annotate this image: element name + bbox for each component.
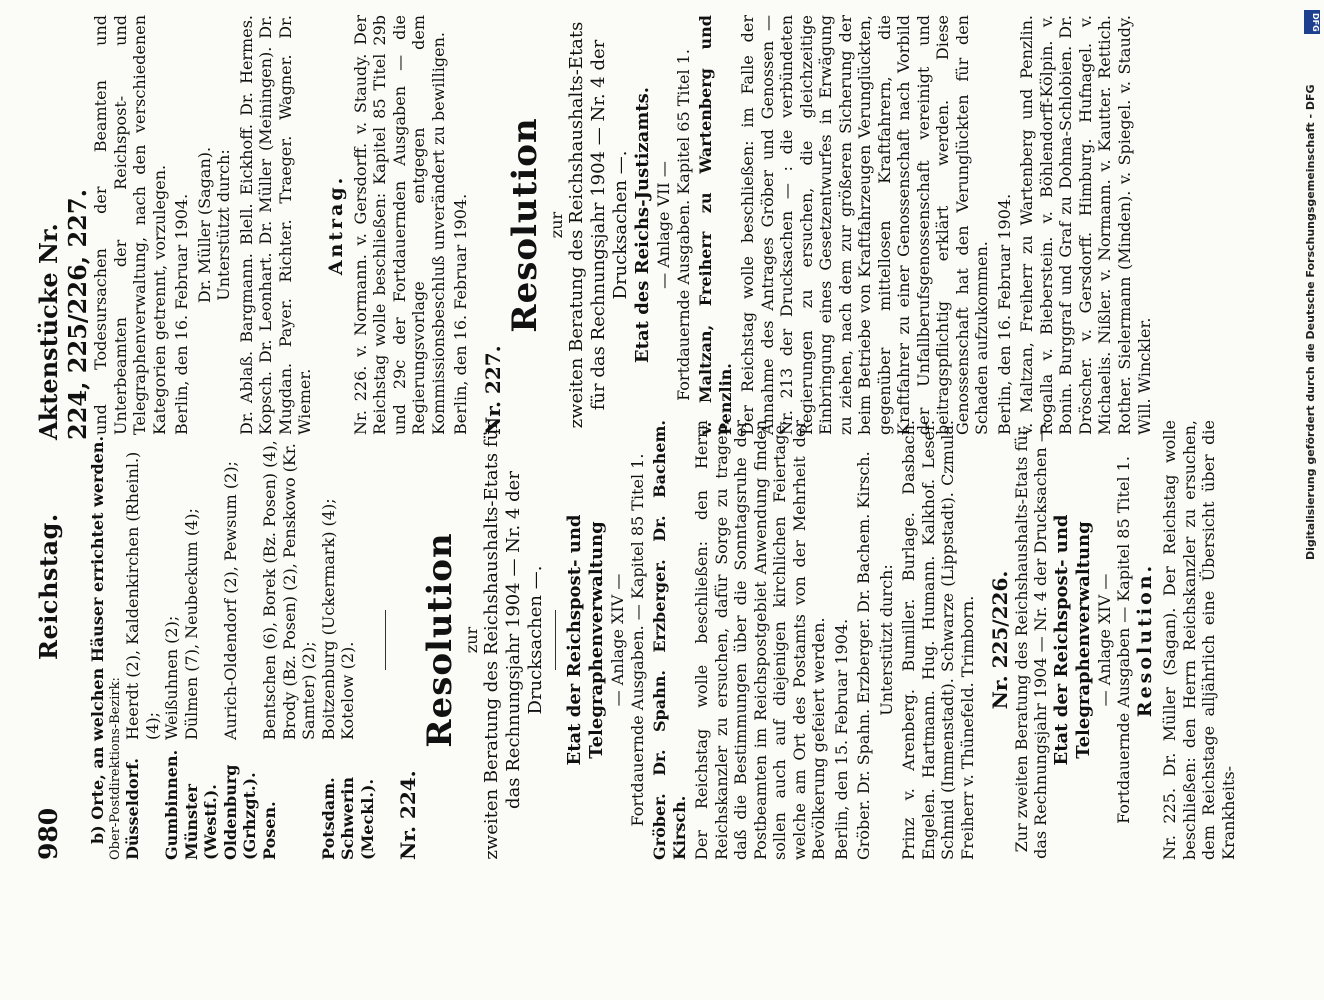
etat-heading: Etat der Reichspost- und Telegraphenverwaltung bbox=[564, 514, 608, 766]
motion-signature: Gröber. Dr. Spahn. Erzberger. Dr. Bachem. Kirsch. bbox=[854, 451, 874, 860]
motion-date: Berlin, den 16. Februar 1904. bbox=[172, 193, 192, 435]
motion-date: Berlin, den 16. Februar 1904. bbox=[994, 193, 1014, 435]
resolution-heading: Resolution bbox=[505, 117, 546, 333]
zur-beratung: Zur zweiten Beratung des Reichshaushalts-Etats für das Rechnungsjahr 1904 — Nr. 4 der Drucksachen —. bbox=[1011, 421, 1051, 859]
list-item: Potsdam. Boitzenburg (Uckermark) (4); bbox=[318, 498, 338, 860]
list-item: Schwerin (Meckl.). Kotelow (2). bbox=[338, 641, 377, 860]
divider bbox=[555, 610, 556, 670]
list-item: Düsseldorf. Heerdt (2), Kaldenkirchen (Rheinl.) (4); bbox=[123, 451, 162, 860]
motion-signers: Gröber. Dr. Spahn. Erzberger. Dr. Bachem. Kirsch. bbox=[650, 420, 689, 860]
anlage-label: — Anlage XIV — bbox=[1094, 573, 1114, 707]
anlage-label: — Anlage VII — bbox=[654, 161, 674, 289]
zur-label: zur bbox=[546, 211, 566, 239]
motion-text: Der Reichstag wolle beschließen: im Falle der Annahme des Antrages Gröber und Genossen — Nr. 213 der Drucksachen — : die verbündeten Regierungen zu ersuchen, die gleichzeitige Einbringung eines Gesetzentwurfes in Erwägung zu ziehen, nach dem zur größeren Sicherung der beim Betriebe von Kraftfahrzeugen Verunglückten, gegenüber mittellosen Kraftfahrern, die Kraftfahrer zu einer Genossenschaft nach Vorbild der Unfallberufsgenossenschaft vereinigt und beitragspflichtig erklärt werden. Diese Genossenschaft hat den Verunglückten für den Schaden aufzukommen. bbox=[738, 15, 992, 435]
motion-date: Berlin, den 16. Februar 1904. bbox=[451, 193, 471, 435]
antrag-heading: Antrag. bbox=[324, 174, 347, 276]
places-list bbox=[123, 420, 377, 860]
list-item: Oldenburg (Grhzgt.). Aurich-Oldendorf (2), Pewsum (2); bbox=[220, 461, 260, 860]
dfg-logo-icon: DFG bbox=[1304, 10, 1320, 34]
motion-date: Berlin, den 15. Februar 1904. bbox=[831, 618, 851, 860]
list-item: Münster (Westf.). Dülmen (7), Neubeckum (4); bbox=[181, 508, 221, 860]
document-number: Nr. 224. bbox=[396, 770, 421, 860]
supporters-list: v. Maltzan, Freiherr zu Wartenberg und Penzlin. Rogalla v. Bieberstein. v. Böhlendorff-Kölpin. v. Bonin. Burggraf und Graf zu Dohna-Schlobien. Dr. Dröscher. v. Gersdorff. Himburg. Hufnagel. v. Michaelis. Nißler. v. Normann. v. Kautter. Rettich. Rother. Sielermann (Minden). v. Spiegel. v. Staudy. Will. Winckler. bbox=[1017, 15, 1154, 435]
dfg-credit bbox=[1300, 4, 1322, 564]
left-column bbox=[88, 420, 1241, 860]
fortdauernde-label: Fortdauernde Ausgaben — Kapitel 85 Titel 1. bbox=[1114, 456, 1134, 824]
anlage-label: — Anlage XIV — bbox=[608, 573, 628, 707]
beratung-title: zweiten Beratung des Reichshaushalts-Etats für das Rechnungsjahr 1904 — Nr. 4 der Drucksachen —. bbox=[566, 21, 632, 429]
motion-signature: Dr. Müller (Sagan). bbox=[194, 146, 214, 304]
etat-heading: Etat der Reichspost- und Telegraphenverwaltung bbox=[1050, 514, 1094, 766]
running-head bbox=[34, 160, 93, 860]
list-item: Gumbinnen. Weißuhnen (2); bbox=[162, 615, 182, 860]
support-label: Unterstützt durch: bbox=[876, 564, 896, 716]
list-item: Posen. Bentschen (6), Borek (Bz. Posen) (4), Brody (Bz. Posen) (2), Penskowo (Kr. Samter) (2); bbox=[259, 440, 319, 860]
supporters-list: Dr. Ablaß. Bargmann. Blell. Eickhoff. Dr. Hermes. Kopsch. Dr. Leonhart. Dr. Müller (Meiningen). Dr. Mugdan. Payer. Richter. Traeger. Wagner. Dr. Wiemer. bbox=[236, 15, 315, 435]
motion-text: Der Reichstag wolle beschließen: den Herrn Reichskanzler zu ersuchen, dafür Sorge zu tragen, daß die Bestimmungen über die Sonntagsruhe der Postbeamten im Reichspostgebiet Anwendung finden sollen auch auf diejenigen kirchlichen Feiertage, welche am Ort des Postamts von der Mehrheit der Bevölkerung gefeiert werden. bbox=[692, 420, 829, 860]
motion-text: Nr. 226. v. Normann. v. Gersdorff. v. Staudy. Der Reichstag wolle beschließen: Kapitel 85 Titel 29b und 29c der Fortdauernden Ausgaben — die Regierungsvorlage entgegen dem Kommissionsbeschluß unverändert zu bewilligen. bbox=[350, 15, 448, 435]
motion-text: Nr. 225. Dr. Müller (Sagan). Der Reichstag wolle beschließen: den Herrn Reichskanzler zu ersuchen, dem Reichstage alljährlich eine Übersicht über die Krankheits- bbox=[1160, 420, 1238, 860]
supporters-list: Prinz v. Arenberg. Bumiller. Burlage. Dasbach. Engelen. Hartmann. Hug. Humann. Kalkhof. Leser. Schmid (Immenstadt). Schwarze (Lippstadt). Czmula. Freiherr v. Thünefeld. Trimborn. bbox=[899, 420, 977, 860]
running-title: Reichstag. bbox=[34, 513, 63, 660]
document-number: Nr. 225/226. bbox=[987, 570, 1012, 710]
fortdauernde-label: Fortdauernde Ausgaben. — Kapitel 85 Titel 1. bbox=[627, 453, 647, 827]
motion-text-continued: und Todesursachen der Beamten und Unterbeamten der Reichspost- und Telegraphenverwaltung, nach den verschiedenen Kategorien getrennt, vorzulegen. bbox=[91, 15, 169, 435]
running-section: Aktenstücke Nr. 224, 225/226, 227. bbox=[34, 189, 93, 440]
support-label: Unterstützt durch: bbox=[214, 149, 234, 301]
right-column bbox=[88, 15, 1157, 435]
zur-label: zur bbox=[461, 626, 481, 654]
resolution-heading: Resolution. bbox=[1133, 562, 1156, 718]
resolution-heading: Resolution bbox=[420, 532, 461, 748]
motion-signers: v. Maltzan, Freiherr zu Wartenberg und Penzlin. bbox=[696, 15, 735, 435]
places-heading: b) Orte, an welchen Häuser errichtet werden. bbox=[88, 435, 107, 845]
digitization-credit: Digitalisierung gefördert durch die Deutsche Forschungsgemeinschaft - DFG bbox=[1304, 84, 1317, 560]
page-number: 980 bbox=[34, 807, 63, 860]
beratung-title: zweiten Beratung des Reichshaushalts-Etats für das Rechnungsjahr 1904 — Nr. 4 der Drucksachen —. bbox=[481, 420, 547, 860]
ober-postdirektion-label: Ober-Postdirektions-Bezirk: bbox=[107, 677, 123, 860]
divider bbox=[385, 610, 386, 670]
etat-heading: Etat des Reichs-Justizamts. bbox=[632, 86, 654, 364]
fortdauernde-label: Fortdauernde Ausgaben. Kapitel 65 Titel 1. bbox=[673, 49, 693, 401]
document-number: Nr. 227. bbox=[480, 345, 505, 435]
